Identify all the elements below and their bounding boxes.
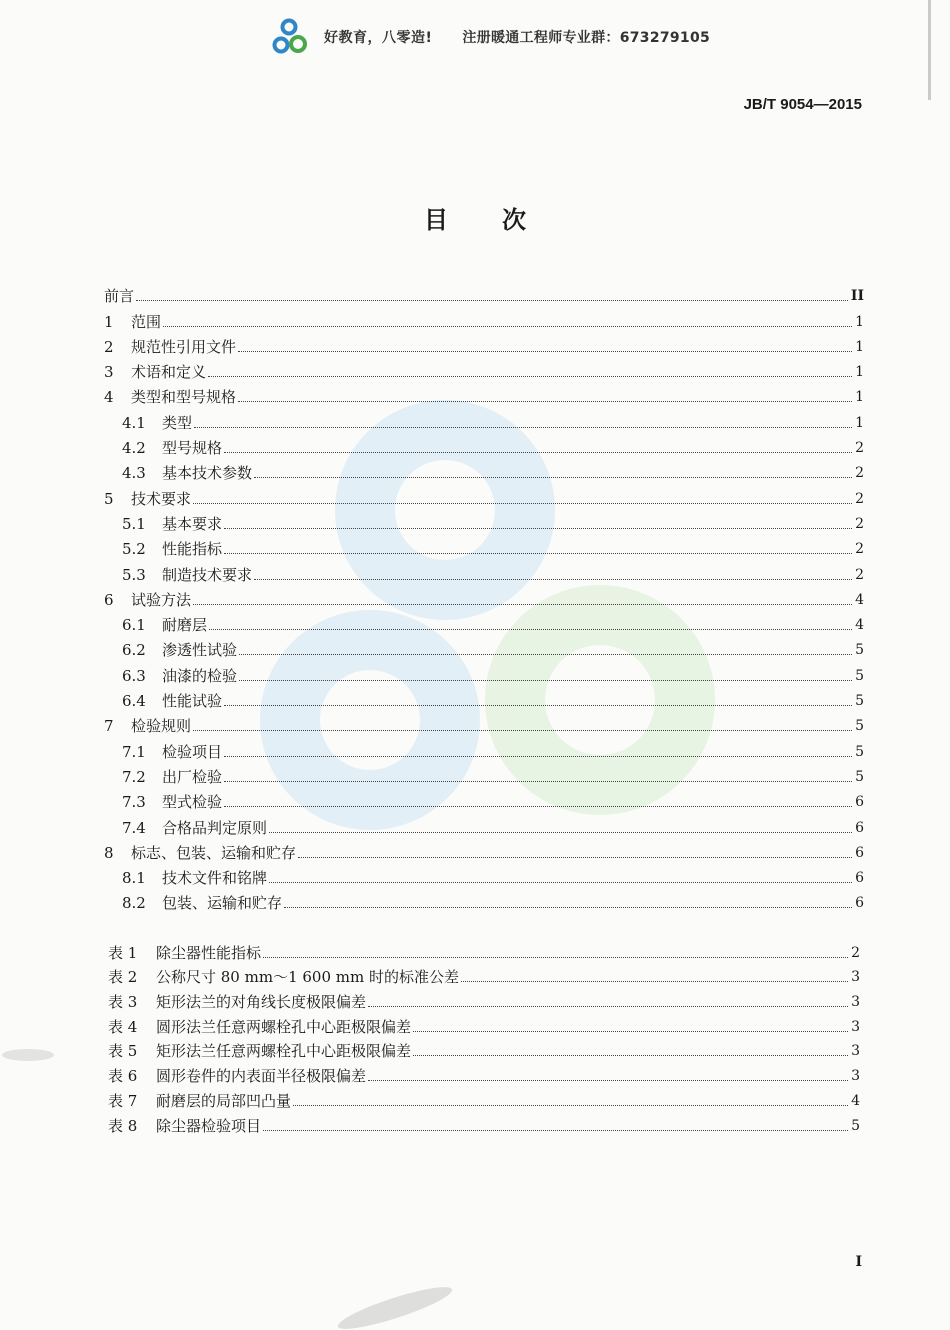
table-entry[interactable]: 表 2 公称尺寸 80 mm～1 600 mm 时的标准公差 3 bbox=[108, 968, 860, 987]
table-entry[interactable]: 表 4 圆形法兰任意两螺栓孔中心距极限偏差 3 bbox=[108, 1017, 860, 1036]
toc-entry[interactable]: 2 规范性引用文件 1 bbox=[104, 337, 864, 356]
toc-entry[interactable]: 前言 II bbox=[104, 287, 864, 306]
table-entry[interactable]: 表 8 除尘器检验项目 5 bbox=[108, 1116, 860, 1135]
toc-subentry[interactable]: 7.2 出厂检验 5 bbox=[122, 767, 864, 786]
toc-subentry[interactable]: 6.3 油漆的检验 5 bbox=[122, 666, 864, 685]
table-entry[interactable]: 表 6 圆形卷件的内表面半径极限偏差 3 bbox=[108, 1067, 860, 1086]
toc-subentry[interactable]: 5.2 性能指标 2 bbox=[122, 540, 864, 559]
table-entry[interactable]: 表 7 耐磨层的局部凹凸量 4 bbox=[108, 1091, 860, 1110]
page-header bbox=[270, 14, 710, 60]
toc-entry[interactable]: 1 范围 1 bbox=[104, 312, 864, 331]
scan-smudge bbox=[330, 1280, 460, 1330]
toc-entry[interactable]: 6 试验方法 4 bbox=[104, 590, 864, 609]
toc-entry[interactable]: 4 类型和型号规格 1 bbox=[104, 388, 864, 407]
table-entry[interactable]: 表 1 除尘器性能指标 2 bbox=[108, 943, 860, 962]
toc-subentry[interactable]: 8.1 技术文件和铭牌 6 bbox=[122, 869, 864, 888]
toc-entry[interactable]: 5 技术要求 2 bbox=[104, 489, 864, 508]
toc-subentry[interactable]: 5.1 基本要求 2 bbox=[122, 514, 864, 533]
toc-subentry[interactable]: 4.2 型号规格 2 bbox=[122, 439, 864, 458]
toc-subentry[interactable]: 7.4 合格品判定原则 6 bbox=[122, 818, 864, 837]
toc-subentry[interactable]: 6.2 渗透性试验 5 bbox=[122, 641, 864, 660]
header-group-info: 注册暖通工程师专业群：673279105 bbox=[462, 30, 711, 46]
page-title: 目次 bbox=[424, 206, 580, 234]
table-entry[interactable]: 表 3 矩形法兰的对角线长度极限偏差 3 bbox=[108, 993, 860, 1012]
toc-entry[interactable]: 7 检验规则 5 bbox=[104, 717, 864, 736]
table-entry[interactable]: 表 5 矩形法兰任意两螺栓孔中心距极限偏差 3 bbox=[108, 1042, 860, 1061]
page-number: I bbox=[855, 1254, 862, 1270]
list-of-tables bbox=[108, 937, 860, 1135]
table-of-contents bbox=[104, 280, 864, 912]
toc-entry[interactable]: 3 术语和定义 1 bbox=[104, 363, 864, 382]
toc-subentry[interactable]: 8.2 包装、运输和贮存 6 bbox=[122, 894, 864, 913]
standard-code: JB/T 9054—2015 bbox=[743, 96, 862, 113]
header-slogan: 好教育，八零造! bbox=[324, 30, 433, 46]
toc-subentry[interactable]: 6.4 性能试验 5 bbox=[122, 692, 864, 711]
toc-subentry[interactable]: 7.1 检验项目 5 bbox=[122, 742, 864, 761]
toc-subentry[interactable]: 5.3 制造技术要求 2 bbox=[122, 565, 864, 584]
toc-subentry[interactable]: 7.3 型式检验 6 bbox=[122, 793, 864, 812]
toc-entry[interactable]: 8 标志、包装、运输和贮存 6 bbox=[104, 843, 864, 862]
toc-subentry[interactable]: 4.3 基本技术参数 2 bbox=[122, 464, 864, 483]
toc-subentry[interactable]: 6.1 耐磨层 4 bbox=[122, 616, 864, 635]
scan-smudge bbox=[0, 1040, 60, 1070]
logo-icon bbox=[270, 17, 310, 57]
toc-subentry[interactable]: 4.1 类型 1 bbox=[122, 413, 864, 432]
scan-edge bbox=[920, 0, 950, 100]
